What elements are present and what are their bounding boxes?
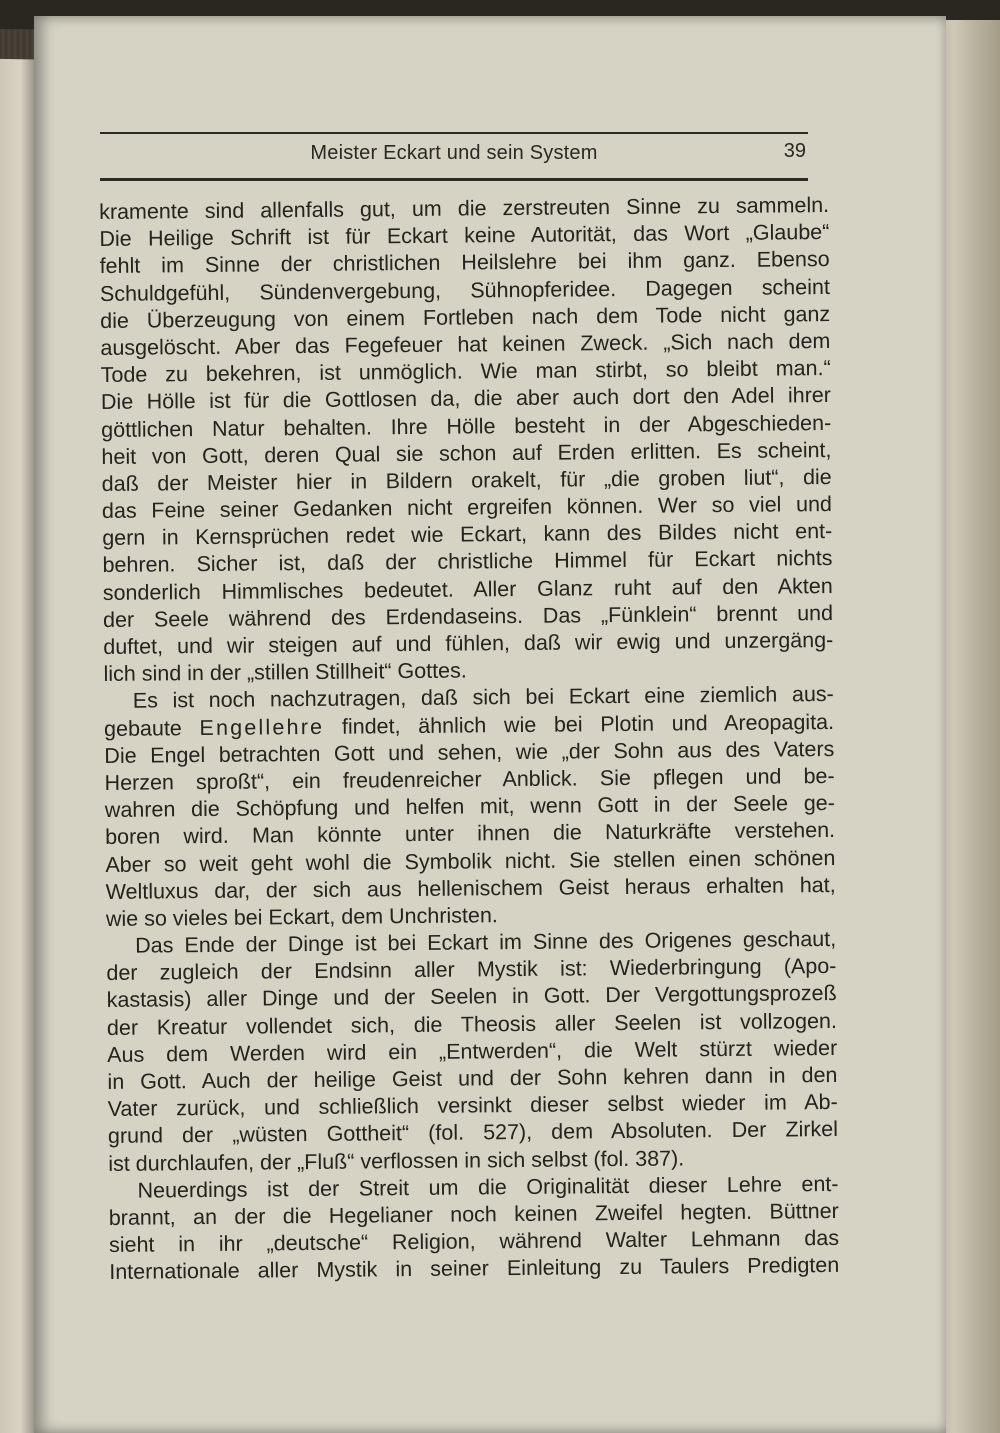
paragraph [106, 926, 838, 1178]
text-line: Herzen sproßt“, ein freudenreicher Anblick. Sie pflegen und be- [104, 763, 835, 795]
header-rule-top [100, 132, 808, 134]
text-line: das Feine seiner Gedanken nicht ergreifen können. Wer so viel und [101, 492, 833, 524]
text-line: göttlichen Natur behalten. Ihre Hölle besteht in der Abgeschieden- [101, 410, 832, 442]
text-line: ausgelöscht. Aber das Fegefeuer hat keinen Zweck. „Sich nach dem [100, 328, 831, 360]
text-line: fehlt im Sinne der christlichen Heilslehre bei ihm ganz. Ebenso [99, 247, 830, 279]
text-line: brannt, an der die Hegelianer noch keinen Zweifel hegten. Büttner [108, 1198, 839, 1230]
text-line: gern in Kernsprüchen redet wie Eckart, kann des Bildes nicht ent- [102, 519, 833, 551]
text-line: Die Heilige Schrift ist für Eckart keine Autorität, das Wort „Glaube“ [99, 220, 830, 252]
text-line: der Kreatur vollendet sich, die Theosis aller Seelen ist vollzogen. [106, 1008, 838, 1040]
paragraph [108, 1171, 839, 1287]
text-line: Vater zurück, und schließlich versinkt dieser selbst wieder im Ab- [107, 1090, 838, 1122]
text-line: kramente sind allenfalls gut, um die zerstreuten Sinne zu sammeln. [99, 192, 830, 224]
text-line: wie so vieles bei Eckart, dem Unchristen. [105, 903, 498, 931]
text-fragment: gebaute [103, 715, 182, 741]
text-line: lich sind in der „stillen Stillheit“ Gottes. [103, 658, 467, 687]
text-line: duftet, und wir steigen auf und fühlen, daß wir ewig und unzergäng- [103, 627, 834, 659]
page-number: 39 [783, 140, 806, 162]
running-head [100, 138, 808, 172]
text-line: daß der Meister hier in Bildern orakelt, für „die groben liut“, die [101, 464, 832, 496]
paragraph [99, 192, 834, 688]
text-line: Internationale aller Mystik in seiner Einleitung zu Taulers Predigten [109, 1253, 840, 1285]
body-text [99, 192, 839, 1286]
text-line: die Überzeugung von einem Fortleben nach dem Tode nicht ganz [100, 301, 831, 333]
paragraph [104, 681, 836, 933]
emphasized-term: Engellehre [199, 714, 325, 740]
text-fragment: findet, ähnlich wie bei Plotin und Areopagita. [341, 709, 835, 739]
text-line: in Gott. Auch der heilige Geist und der Sohn kehren dann in den [107, 1062, 838, 1094]
text-line: Weltluxus dar, der sich aus hellenischem Geist heraus erhalten hat, [105, 872, 836, 904]
text-line: heit von Gott, deren Qual sie schon auf Erden erlitten. Es scheint, [101, 437, 832, 469]
text-line: Die Engel betrachten Gott und sehen, wie „der Sohn aus des Vaters [104, 736, 835, 768]
text-line: Neuerdings ist der Streit um die Originalität dieser Lehre ent- [137, 1171, 839, 1203]
text-line: Tode zu bekehren, ist unmöglich. Wie man stirbt, so bleibt man.“ [100, 356, 831, 388]
text-line: grund der „wüsten Gottheit“ (fol. 527), dem Absoluten. Der Zirkel [107, 1117, 839, 1149]
text-line: Schuldgefühl, Sündenvergebung, Sühnopferidee. Dagegen scheint [99, 274, 830, 306]
text-line: ist durchlaufen, der „Fluß“ verflossen in sich selbst (fol. 387). [108, 1145, 685, 1176]
text-line: Die Hölle ist für die Gottlosen da, die aber auch dort den Adel ihrer [100, 383, 832, 415]
facing-page-edge [0, 40, 34, 1433]
text-line: Das Ende der Dinge ist bei Eckart im Sinne des Origenes geschaut, [135, 927, 837, 958]
running-title: Meister Eckart und sein System [310, 142, 598, 164]
text-line: behren. Sicher ist, daß der christliche Himmel für Eckart nichts [102, 546, 833, 578]
text-line: wahren die Schöpfung und helfen mit, wenn Gott in der Seele ge- [104, 791, 835, 823]
text-line: der Seele während des Erdendaseins. Das „Fünklein“ brennt und [102, 600, 834, 632]
text-line: sieht in ihr „deutsche“ Religion, während Walter Lehmann das [108, 1226, 840, 1258]
text-line: boren wird. Man könnte unter ihnen die Naturkräfte verstehen. [105, 818, 836, 850]
header-rule-bottom [100, 178, 808, 181]
text-line: kastasis) aller Dinge und der Seelen in Gott. Der Vergottungsprozeß [106, 981, 837, 1013]
text-line: Aber so weit geht wohl die Symbolik nicht. Sie stellen einen schönen [105, 845, 836, 877]
text-line: Es ist noch nachzutragen, daß sich bei Eckart eine ziemlich aus- [132, 682, 834, 714]
text-line: sonderlich Himmlisches bedeutet. Aller Glanz ruht auf den Akten [102, 573, 833, 605]
text-line: der zugleich der Endsinn aller Mystik ist: Wiederbringung (Apo- [106, 954, 837, 986]
text-line: Aus dem Werden wird ein „Entwerden“, die Welt stürzt wieder [107, 1035, 838, 1067]
